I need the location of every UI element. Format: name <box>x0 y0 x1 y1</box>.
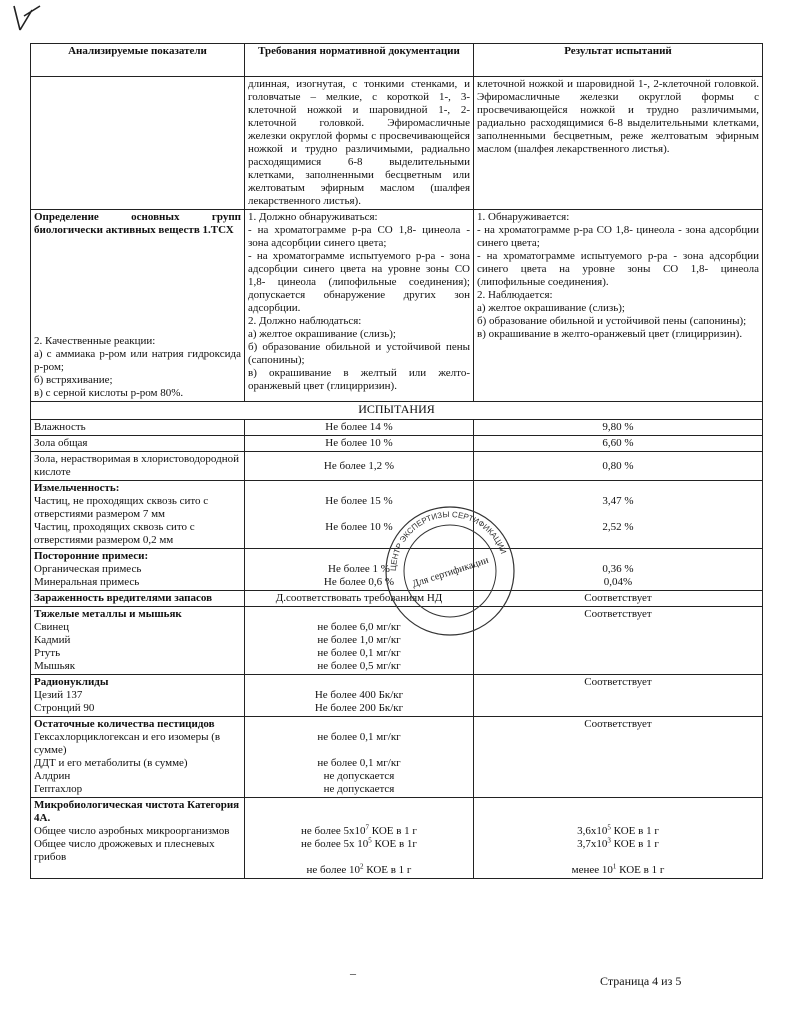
micro-yeast: Общее число дрожжевых и плесневых грибов <box>34 838 215 863</box>
table-row <box>31 798 763 879</box>
pests-name: Зараженность вредителями запасов <box>31 591 245 607</box>
ash-name: Зола общая <box>31 436 245 452</box>
micro-yeast-res: менее $10^1$ КОЕ в 1 г <box>571 862 665 876</box>
tlc-res-1: 1. Обнаруживается: <box>477 211 570 223</box>
moisture-req: Не более 14 % <box>245 420 474 436</box>
impurities-mineral-req: Не более 0,6 % <box>323 576 395 588</box>
metal-name: Ртуть <box>34 647 61 659</box>
certification-stamp <box>382 503 518 639</box>
impurities-title: Посторонние примеси: <box>34 550 149 562</box>
ash-res: 6,60 % <box>474 436 763 452</box>
moisture-res: 9,80 % <box>474 420 763 436</box>
table-row <box>31 436 763 452</box>
test-results-table <box>30 43 763 879</box>
impurities-organic-res: 0,36 % <box>602 563 634 575</box>
ash-hcl-req: Не более 1,2 % <box>245 452 474 481</box>
page-number: Страница 4 из 5 <box>600 974 682 988</box>
tlc-requirement-cell <box>245 210 474 402</box>
tlc-req-2c: в) окрашивание в желтый или желто-оранжевый цвет (глицирризин). <box>248 367 470 392</box>
pesticide-aldrin: Алдрин <box>34 770 71 782</box>
metal-req: не более 0,5 мг/кг <box>317 660 401 672</box>
microscopy-continued-row <box>31 77 763 210</box>
tlc-param-title: Определение основных групп биологически активных веществ 1.ТСХ <box>34 211 241 236</box>
pesticide-ddt: ДДТ и его метаболиты (в сумме) <box>34 757 188 769</box>
microscopy-requirement: длинная, изогнутая, с тонкими стенками, и головчатые – мелкие, с короткой 1-, 3-клеточной ножкой и шаровидной 1-, 2-клеточной головкой. Эфиромасличные железки округлой формы с просвечивающейся ножкой и трудно различимыми, радиально расходящимися 6-8 выделительными клетками, заполненными бесцветным или желтоватым эфирным маслом (шалфея лекарственного листья). <box>245 77 474 210</box>
metal-req: не более 6,0 мг/кг <box>317 621 401 633</box>
radio-name: Цезий 137 <box>34 689 83 701</box>
ash-req: Не более 10 % <box>245 436 474 452</box>
radio-name: Стронций 90 <box>34 702 95 714</box>
tlc-req-2a: а) желтое окрашивание (слизь); <box>248 328 396 340</box>
pesticide-ddt-req: не более 0,1 мг/кг <box>317 757 401 769</box>
header-results: Результат испытаний <box>474 44 763 77</box>
pests-req: Д.соответствовать требованиям НД <box>245 591 474 607</box>
impurities-organic-req: Не более 1 % <box>328 563 390 575</box>
section-row <box>31 402 763 420</box>
micro-aerobic-res-1: $3,6x10^5$ КОЕ в 1 г <box>577 823 659 837</box>
header-parameters: Анализируемые показатели <box>31 44 245 77</box>
fineness-p2-req: Не более 10 % <box>325 521 393 533</box>
metal-name: Мышьяк <box>34 660 76 672</box>
microscopy-param-cell <box>31 77 245 210</box>
radio-req: Не более 200 Бк/кг <box>314 702 404 714</box>
tlc-res-2a: а) желтое окрашивание (слизь); <box>477 302 625 314</box>
pesticide-hch-req: не более 0,1 мг/кг <box>317 731 401 743</box>
tlc-row <box>31 210 763 402</box>
micro-aerobic-res-2: $3,7x10^3$ КОЕ в 1 г <box>577 836 659 850</box>
stamp-ring-text: ЦЕНТР ЭКСПЕРТИЗЫ СЕРТИФИКАЦИИ <box>388 509 509 572</box>
metals-title: Тяжелые металлы и мышьяк <box>34 608 182 620</box>
radio-res: Соответствует <box>474 675 763 717</box>
metal-req: не более 1,0 мг/кг <box>317 634 401 646</box>
pesticide-hch: Гексахлорциклогексан и его изомеры (в сумме) <box>34 731 221 756</box>
fineness-p1-req: Не более 15 % <box>325 495 393 507</box>
micro-aerobic-req-2: не более 5x $10^5$ КОЕ в 1г <box>301 836 417 850</box>
radio-req: Не более 400 Бк/кг <box>314 689 404 701</box>
tlc-res-1a: - на хроматограмме р-ра СО 1,8- цинеола - зона адсорбции синего цвета; <box>477 224 759 249</box>
pests-res: Соответствует <box>474 591 763 607</box>
fineness-p1: Частиц, не проходящих сквозь сито с отверстиями размером 7 мм <box>34 495 209 520</box>
impurities-mineral-res: 0,04% <box>603 576 633 588</box>
table-row <box>31 675 763 717</box>
ash-hcl-res: 0,80 % <box>474 452 763 481</box>
radio-title: Радионуклиды <box>34 676 109 688</box>
impurities-mineral: Минеральная примесь <box>34 576 140 588</box>
micro-title: Микробиологическая чистота Категория 4А. <box>34 799 240 824</box>
impurities-organic: Органическая примесь <box>34 563 142 575</box>
microscopy-result: клеточной ножкой и шаровидной 1-, 2-клеточной головкой. Эфиромасличные железки округлой формы с просвечивающейся ножкой и трудно различимыми, радиально расходящимися 6-8 выделительными клетками, заполненными бесцветным, реже желтоватым эфирным маслом (шалфея лекарственного листья). <box>474 77 763 210</box>
tlc-res-2b: б) образование обильной и устойчивой пены (сапонины); <box>477 315 747 327</box>
tlc-req-2b: б) образование обильной и устойчивой пены (сапонины); <box>248 341 470 366</box>
tlc-param-cell <box>31 210 245 402</box>
tlc-result-cell <box>474 210 763 402</box>
tlc-res-1b: - на хроматограмме испытуемого р-ра - зона адсорбции синего цвета на уровне зоны СО 1,8- цинеола (липофильные соединения). <box>477 250 759 288</box>
tlc-param-c: в) с серной кислоты р-ром 80%. <box>34 387 184 399</box>
pesticide-aldrin-req: не допускается <box>323 770 395 782</box>
pesticide-hepta-req: не допускается <box>323 783 395 795</box>
micro-aerobic-req-1: не более $5x10^7$ КОЕ в 1 г <box>301 823 417 837</box>
tlc-req-1b: - на хроматограмме испытуемого р-ра - зона адсорбции синего цвета на уровне зоны СО 1,8- цинеола (липофильные соединения); допускается обнаружение других зон адсорбции. <box>248 250 470 314</box>
metal-name: Кадмий <box>34 634 71 646</box>
pesticide-hepta: Гептахлор <box>34 783 83 795</box>
tlc-res-2c: в) окрашивание в желто-оранжевый цвет (глицирризин). <box>477 328 743 340</box>
pesticides-res: Соответствует <box>474 717 763 798</box>
handwritten-mark <box>6 2 60 42</box>
tlc-req-1a: - на хроматограмме р-ра СО 1,8- цинеола - зона адсорбции синего цвета; <box>248 224 470 249</box>
section-title: ИСПЫТАНИЯ <box>31 402 763 420</box>
fineness-cell <box>31 481 245 549</box>
tlc-res-2: 2. Наблюдается: <box>477 289 553 301</box>
fineness-p2-res: 2,52 % <box>602 521 634 533</box>
metal-name: Свинец <box>34 621 70 633</box>
metals-res: Соответствует <box>474 607 763 675</box>
micro-yeast-req: не более $10^2$ КОЕ в 1 г <box>306 862 412 876</box>
pesticides-title: Остаточные количества пестицидов <box>34 718 215 730</box>
tlc-param-b: б) встряхивание; <box>34 374 113 386</box>
moisture-name: Влажность <box>31 420 245 436</box>
table-row <box>31 452 763 481</box>
table-header-row <box>31 44 763 77</box>
tlc-param-qual: 2. Качественные реакции: <box>34 335 156 347</box>
stamp-text: Для сертификации <box>410 554 490 590</box>
micro-aerobic: Общее число аэробных микроорганизмов <box>34 825 230 837</box>
fineness-p1-res: 3,47 % <box>602 495 634 507</box>
fineness-title: Измельченность: <box>34 482 120 494</box>
fineness-p2: Частиц, проходящих сквозь сито с отверстиями размером 0,2 мм <box>34 521 195 546</box>
tlc-req-2: 2. Должно наблюдаться: <box>248 315 362 327</box>
tlc-req-1: 1. Должно обнаруживаться: <box>248 211 378 223</box>
table-row <box>31 717 763 798</box>
ash-hcl-name: Зола, нерастворимая в хлористоводородной кислоте <box>31 452 245 481</box>
metal-req: не более 0,1 мг/кг <box>317 647 401 659</box>
table-row <box>31 420 763 436</box>
header-requirements: Требования нормативной документации <box>245 44 474 77</box>
footer-mark: – <box>350 966 356 980</box>
tlc-param-a: а) с аммиака р-ром или натрия гидроксида р-ром; <box>34 348 241 373</box>
svg-text:ЦЕНТР ЭКСПЕРТИЗЫ СЕРТИФИКАЦИИ <box>389 510 508 571</box>
